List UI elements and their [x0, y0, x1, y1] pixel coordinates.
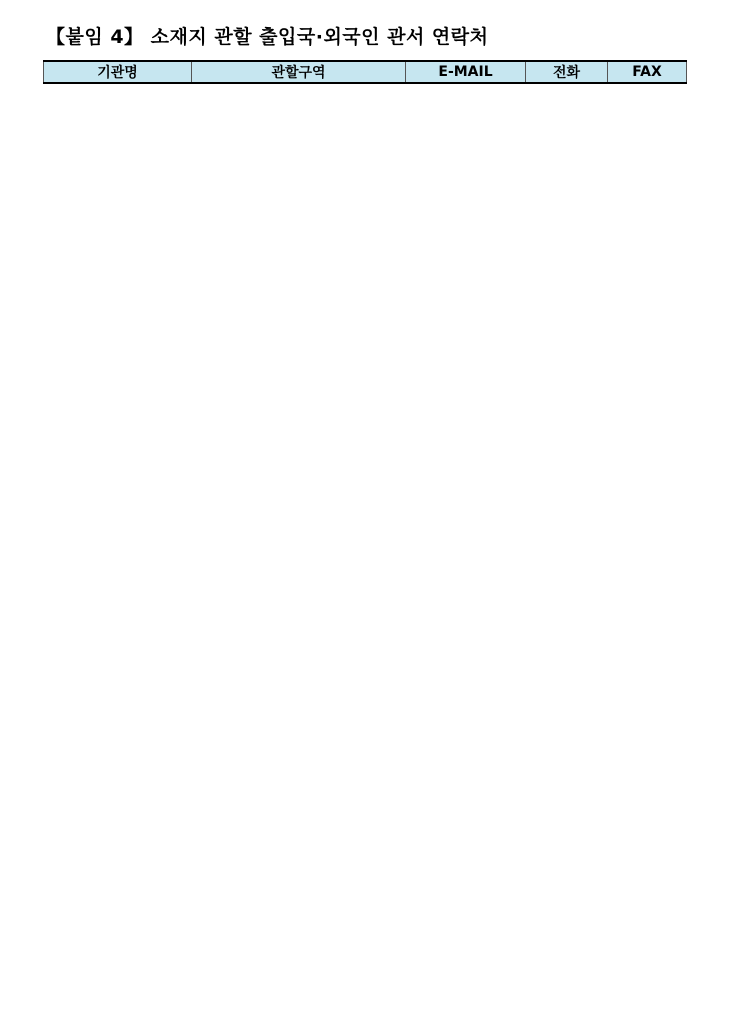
header-tel: 전화	[526, 61, 608, 83]
page-title: 【붙임 4】 소재지 관할 출입국·외국인 관서 연락처	[46, 26, 489, 48]
contact-table	[43, 60, 687, 84]
table-header-row	[44, 61, 687, 83]
header-org: 기관명	[44, 61, 192, 83]
header-email: E-MAIL	[406, 61, 526, 83]
header-region: 관할구역	[192, 61, 406, 83]
header-fax: FAX	[608, 61, 687, 83]
